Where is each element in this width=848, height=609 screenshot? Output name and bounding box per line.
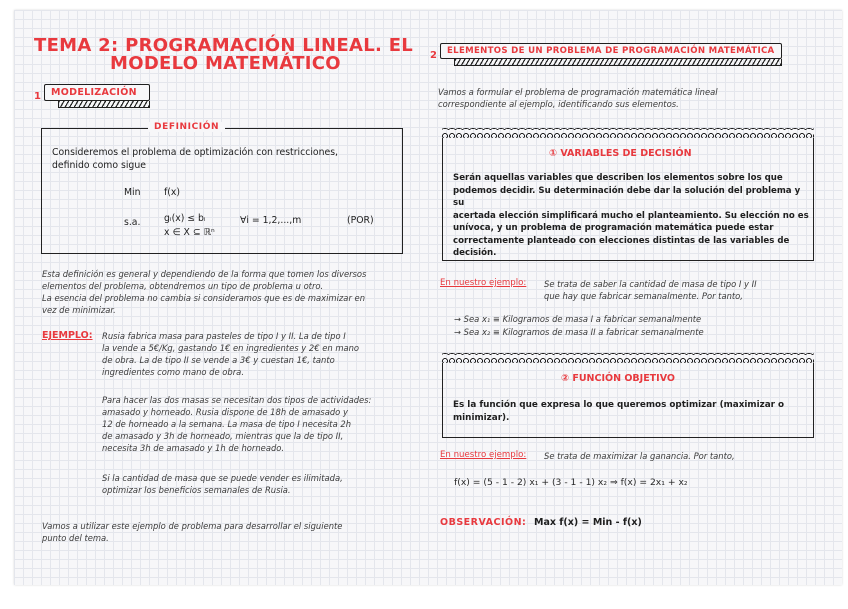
section2-intro-line: Vamos a formular el problema de programación matemática lineal bbox=[438, 87, 718, 97]
por-label: (POR) bbox=[347, 215, 374, 226]
variables-line: podemos decidir. Su determinación debe dar la solución del problema y su bbox=[453, 185, 801, 208]
variables-text bbox=[453, 172, 813, 260]
definition-text1: Consideremos el problema de optimización con restricciones, bbox=[52, 147, 339, 158]
observation-label: OBSERVACIÓN: bbox=[440, 517, 527, 528]
example-paragraph2 bbox=[102, 394, 371, 454]
example-line: Si la cantidad de masa que se puede vender es ilimitada, bbox=[102, 473, 343, 483]
definition-note-line: elementos del problema, obtendremos un tipo de problema u otro. bbox=[42, 281, 324, 291]
section1-header bbox=[44, 84, 150, 108]
closing-note-line: Vamos a utilizar este ejemplo de problema para desarrollar el siguiente bbox=[42, 521, 343, 531]
objective-box-spiral bbox=[442, 353, 814, 363]
example-line: Para hacer las dos masas se necesitan dos tipos de actividades: bbox=[102, 395, 372, 405]
example2-line2: que hay que fabricar semanalmente. Por tanto, bbox=[544, 291, 743, 301]
notes-page bbox=[14, 10, 842, 585]
objective-line2: minimizar). bbox=[453, 413, 510, 423]
section1-title: MODELIZACIÓN bbox=[44, 84, 150, 101]
example-line: 12 de horneado a la semana. La masa de tipo I necesita 2h bbox=[102, 419, 352, 429]
closing-note-line: punto del tema. bbox=[42, 533, 109, 543]
example3-label: En nuestro ejemplo: bbox=[440, 450, 527, 460]
section2-number: 2 bbox=[430, 50, 437, 61]
objective-box bbox=[442, 353, 814, 438]
objective-heading: ② FUNCIÓN OBJETIVO bbox=[561, 373, 675, 384]
example-line: necesita 3h de amasado y 1h de horneado. bbox=[102, 443, 285, 453]
section2-stripe bbox=[454, 59, 782, 66]
definition-note-line: La esencia del problema no cambia si consideramos que es de maximizar en bbox=[42, 293, 366, 303]
variables-heading: ① VARIABLES DE DECISIÓN bbox=[549, 148, 692, 159]
example-paragraph3 bbox=[102, 472, 343, 496]
definition-note bbox=[42, 268, 366, 316]
objective-formula: f(x) = (5 - 1 - 2) x₁ + (3 - 1 - 1) x₂ ⇒ f(x) = 2x₁ + x₂ bbox=[454, 477, 688, 488]
min-expression: f(x) bbox=[164, 187, 181, 198]
definition-note-line: Esta definición es general y dependiendo de la forma que tomen los diversos bbox=[42, 269, 367, 279]
min-label: Min bbox=[124, 187, 141, 198]
variables-line: correctamente planteado con elecciones distintas de las variables de bbox=[453, 235, 790, 246]
section1-number: 1 bbox=[34, 91, 41, 102]
example3-line1: Se trata de maximizar la ganancia. Por tanto, bbox=[544, 451, 735, 461]
observation-text: Max f(x) = Min - f(x) bbox=[534, 517, 642, 528]
example2-line1: Se trata de saber la cantidad de masa de tipo I y II bbox=[544, 279, 757, 289]
page-title-line2: MODELO MATEMÁTICO bbox=[110, 53, 341, 74]
constraint-1: gᵢ(x) ≤ bᵢ bbox=[164, 213, 206, 224]
example-label: EJEMPLO: bbox=[42, 330, 93, 341]
variables-line: acertada elección simplificará mucho el planteamiento. Su elección no es bbox=[453, 210, 809, 221]
example-line: la vende a 5€/Kg, gastando 1€ en ingredientes y 2€ en mano bbox=[102, 343, 360, 353]
st-label: s.a. bbox=[124, 217, 141, 228]
example2-label: En nuestro ejemplo: bbox=[440, 278, 527, 288]
objective-line1: Es la función que expresa lo que queremos optimizar (maximizar o bbox=[453, 400, 785, 410]
example2-item1: → Sea x₁ ≡ Kilogramos de masa I a fabricar semanalmente bbox=[454, 314, 702, 324]
example-line: de obra. La de tipo II se vende a 3€ y cuestan 1€, tanto bbox=[102, 355, 335, 365]
example2-item2: → Sea x₂ ≡ Kilogramos de masa II a fabricar semanalmente bbox=[454, 327, 704, 337]
variables-line: decisión. bbox=[453, 248, 497, 258]
example-paragraph1 bbox=[102, 330, 359, 378]
definition-note-line: vez de minimizar. bbox=[42, 305, 116, 315]
section2-title: ELEMENTOS DE UN PROBLEMA DE PROGRAMACIÓN MATEMÁTICA bbox=[440, 43, 782, 59]
section2-intro bbox=[438, 86, 718, 110]
definition-box bbox=[41, 122, 403, 254]
page-title-line1: TEMA 2: PROGRAMACIÓN LINEAL. EL bbox=[34, 35, 414, 56]
definition-text2: definido como sigue bbox=[52, 160, 146, 171]
closing-note bbox=[42, 520, 342, 544]
variables-box-spiral bbox=[442, 128, 814, 138]
section1-stripe bbox=[58, 101, 150, 108]
variables-line: unívoca, y un problema de programación matemática puede estar bbox=[453, 223, 774, 233]
variables-line: Serán aquellas variables que describen los elementos sobre los que bbox=[453, 173, 783, 183]
forall-index: ∀i = 1,2,...,m bbox=[240, 215, 302, 226]
example-line: ingredientes como mano de obra. bbox=[102, 367, 244, 377]
example-line: de amasado y 3h de horneado, mientras que la de tipo II, bbox=[102, 431, 344, 441]
variables-box bbox=[442, 128, 814, 261]
section2-header bbox=[440, 43, 782, 66]
example-line: Rusia fabrica masa para pasteles de tipo I y II. La de tipo I bbox=[102, 331, 346, 341]
definition-heading: DEFINICIÓN bbox=[148, 122, 225, 132]
example-line: optimizar los beneficios semanales de Rusia. bbox=[102, 485, 291, 495]
example-line: amasado y horneado. Rusia dispone de 18h de amasado y bbox=[102, 407, 348, 417]
constraint-2: x ∈ X ⊆ ℝⁿ bbox=[164, 227, 215, 238]
section2-intro-line: correspondiente al ejemplo, identificando sus elementos. bbox=[438, 99, 679, 109]
